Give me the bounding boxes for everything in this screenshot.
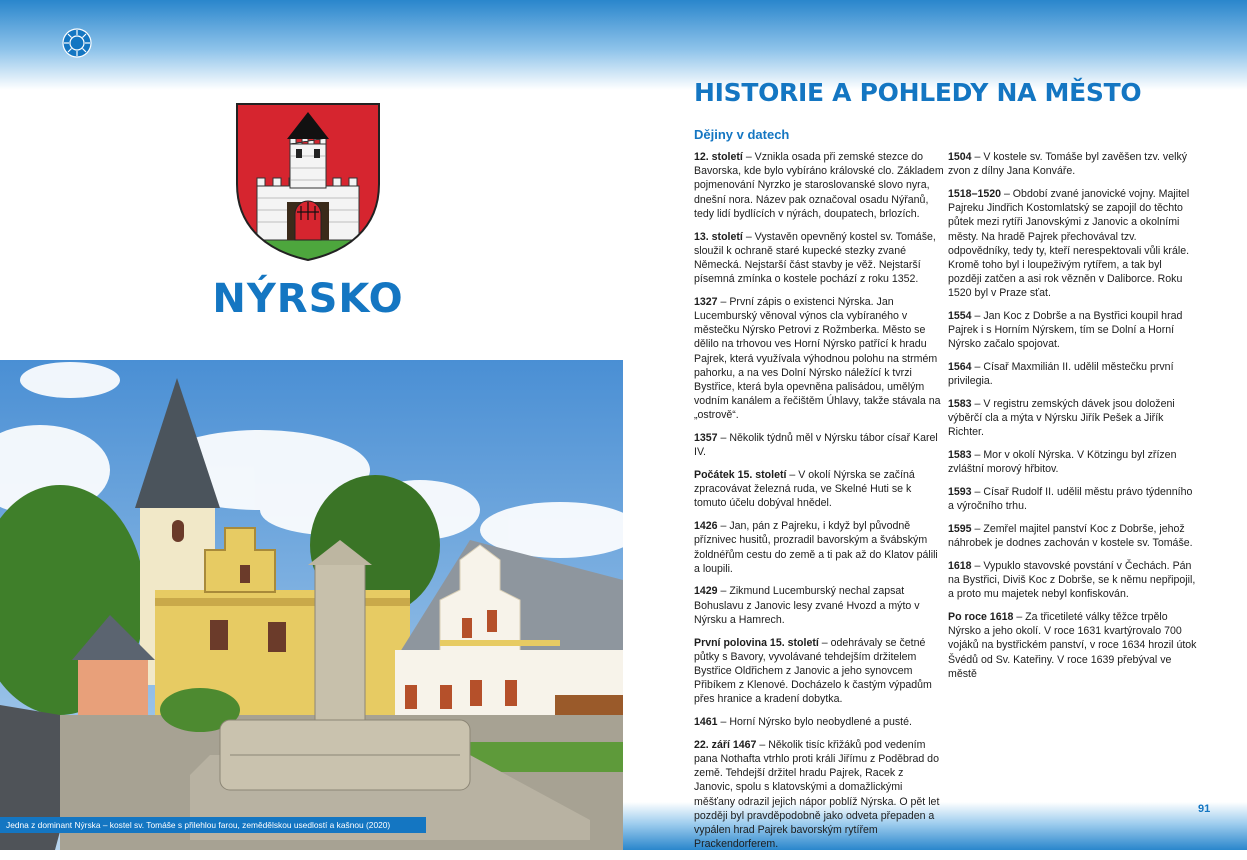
timeline-entry: 1461 – Horní Nýrsko bylo neobydlené a pusté. (694, 716, 912, 729)
page-heading: HISTORIE A POHLEDY NA MĚSTO (694, 78, 1142, 107)
timeline-entry: 1429 – Zikmund Lucemburský nechal zapsat Bohuslavu z Janovic lesy zvané Hvozd a mýto v Nýrsku a Hamrech. (694, 585, 920, 626)
town-photo (0, 360, 623, 850)
timeline-entry: 13. století – Vystavěn opevněný kostel sv. Tomáše, sloužil k ochraně staré kupecké stezky zvané Německá. Nejstarší část stavby je věž. Nejstarší písemná zmínka o kostele pochází z roku 1352. (694, 230, 936, 286)
timeline-entry: 1595 – Zemřel majitel panství Koc z Dobrše, jehož náhrobek je dodnes zachován v kostele sv. Tomáše. (948, 522, 1193, 550)
timeline-entry: 1554 – Jan Koc z Dobrše a na Bystřici koupil hrad Pajrek i s Horním Nýrskem, tím se Dolní a Horní Nýrsko začalo spojovat. (948, 310, 1183, 351)
photo-caption: Jedna z dominant Nýrska – kostel sv. Tomáše s přilehlou farou, zemědělskou usedlostí a kašnou (2020) (0, 817, 426, 833)
section-subheading: Dějiny v datech (694, 127, 790, 142)
town-coat-of-arms (235, 102, 381, 262)
timeline-entry: 1518–1520 – Období zvané janovické vojny. Majitel Pajreku Jindřich Kostomlatský se zapojil do těchto půtek mezi rytíři Janovskými z Janovic a okolními městy. Na hradě Pajrek přechovával tzv. odpovědníky, tedy ty, kteří nerespektovali vůli krále. Kromě toho byl i loupeživým rytířem, a tak byl později zatčen a asi rok vězněn v Daliborce. Roku 1520 byl v Praze sťat. (948, 187, 1190, 300)
town-name-title: NÝRSKO (212, 276, 404, 322)
timeline-entry: 1357 – Několik týdnů měl v Nýrsku tábor císař Karel IV. (694, 432, 938, 459)
timeline-entry: 12. století – Vznikla osada při zemské stezce do Bavorska, kde bylo vybíráno královské clo. Základem pojmenování Nyrzko je staroslovanské slovo nyra, dnešní nora. Název pak označoval osadu Nýřanů, tedy lidí bydlících v nýrách, doupatech, brlozích. (694, 151, 944, 220)
timeline-entry: 22. září 1467 – Několik tisíc křižáků pod vedením pana Nothafta vtrhlo proti králi Jiřímu z Poděbrad do země. Tehdejší držitel hradu Pajrek, Racek z Janovic, spolu s klatovskými a domažlickými měšťany odrazil jejich nápor poblíž Nýrska. O pět let později byl pravděpodobně jako odveta přepaden a vypálen hrad Pajrek bavorským rytířem Prackendorferem. (694, 738, 940, 851)
timeline-entry: 1618 – Vypuklo stavovské povstání v Čechách. Pán na Bystřici, Diviš Koc z Dobrše, se k němu nepřipojil, a proto mu majetek nebyl konfiskován. (948, 559, 1196, 601)
timeline-entry: Počátek 15. století – V okolí Nýrska se začíná zpracovávat železná ruda, ve Skelné Huti se k tomuto účelu dobýval hnědel. (694, 469, 915, 510)
timeline-column-right (948, 150, 1198, 690)
timeline-entry: První polovina 15. století – odehrávaly se četné půtky s Bavory, vyvolávané tehdejším držitelem Bystřice Oldřichem z Janovic a jeho synovcem Přibíkem z Klenové. Docházelo k častým výpadům přes hranice a kradení dobytka. (694, 636, 932, 706)
timeline-entry: Po roce 1618 – Za třicetileté války těžce trpělo Nýrsko a jeho okolí. V roce 1631 kvartýrovalo 700 vojáků na bystřickém panství, v roce 1634 hrozil útok Švédů od Sv. Kateřiny. V roce 1639 přebýval ve městě (948, 610, 1197, 680)
timeline-column-left (694, 150, 944, 860)
timeline-entry: 1583 – Mor v okolí Nýrska. V Kötzingu byl zřízen zvláštní morový hřbitov. (948, 449, 1177, 476)
timeline-entry: 1504 – V kostele sv. Tomáše byl zavěšen tzv. velký zvon z dílny Jana Konváře. (948, 151, 1188, 178)
timeline-entry: 1426 – Jan, pán z Pajreku, i když byl původně příznivec husitů, prozradil bavorským a švábským žoldnéřům cestu do země a ti pak až do Klatov pálili a loupili. (694, 520, 938, 575)
publisher-logo-icon (62, 28, 92, 58)
top-gradient-band (0, 0, 1247, 90)
timeline-entry: 1327 – První zápis o existenci Nýrska. Jan Lucemburský věnoval výnos cla vybíraného v městečku Nýrsko Petrovi z Rožmberka. Město se dělilo na trhovou ves Horní Nýrsko patřící k hradu Pajrek, která využívala výhodnou polohu na strmém pahorku, a na ves Dolní Nýrsko náležící k tvrzi Bystřice, která byla opevněna palisádou, umělým vodním kanálem a řečištěm Úhlavy, takže stávala na „ostrově“. (694, 295, 941, 422)
timeline-entry: 1583 – V registru zemských dávek jsou doloženi výběrčí cla a mýta v Nýrsku Jiřík Pešek a Jiřík Richter. (948, 398, 1175, 439)
page-number: 91 (1198, 803, 1211, 815)
timeline-entry: 1564 – Císař Maxmilián II. udělil městečku první privilegia. (948, 361, 1174, 388)
timeline-entry: 1593 – Císař Rudolf II. udělil městu právo týdenního a výročního trhu. (948, 486, 1193, 513)
